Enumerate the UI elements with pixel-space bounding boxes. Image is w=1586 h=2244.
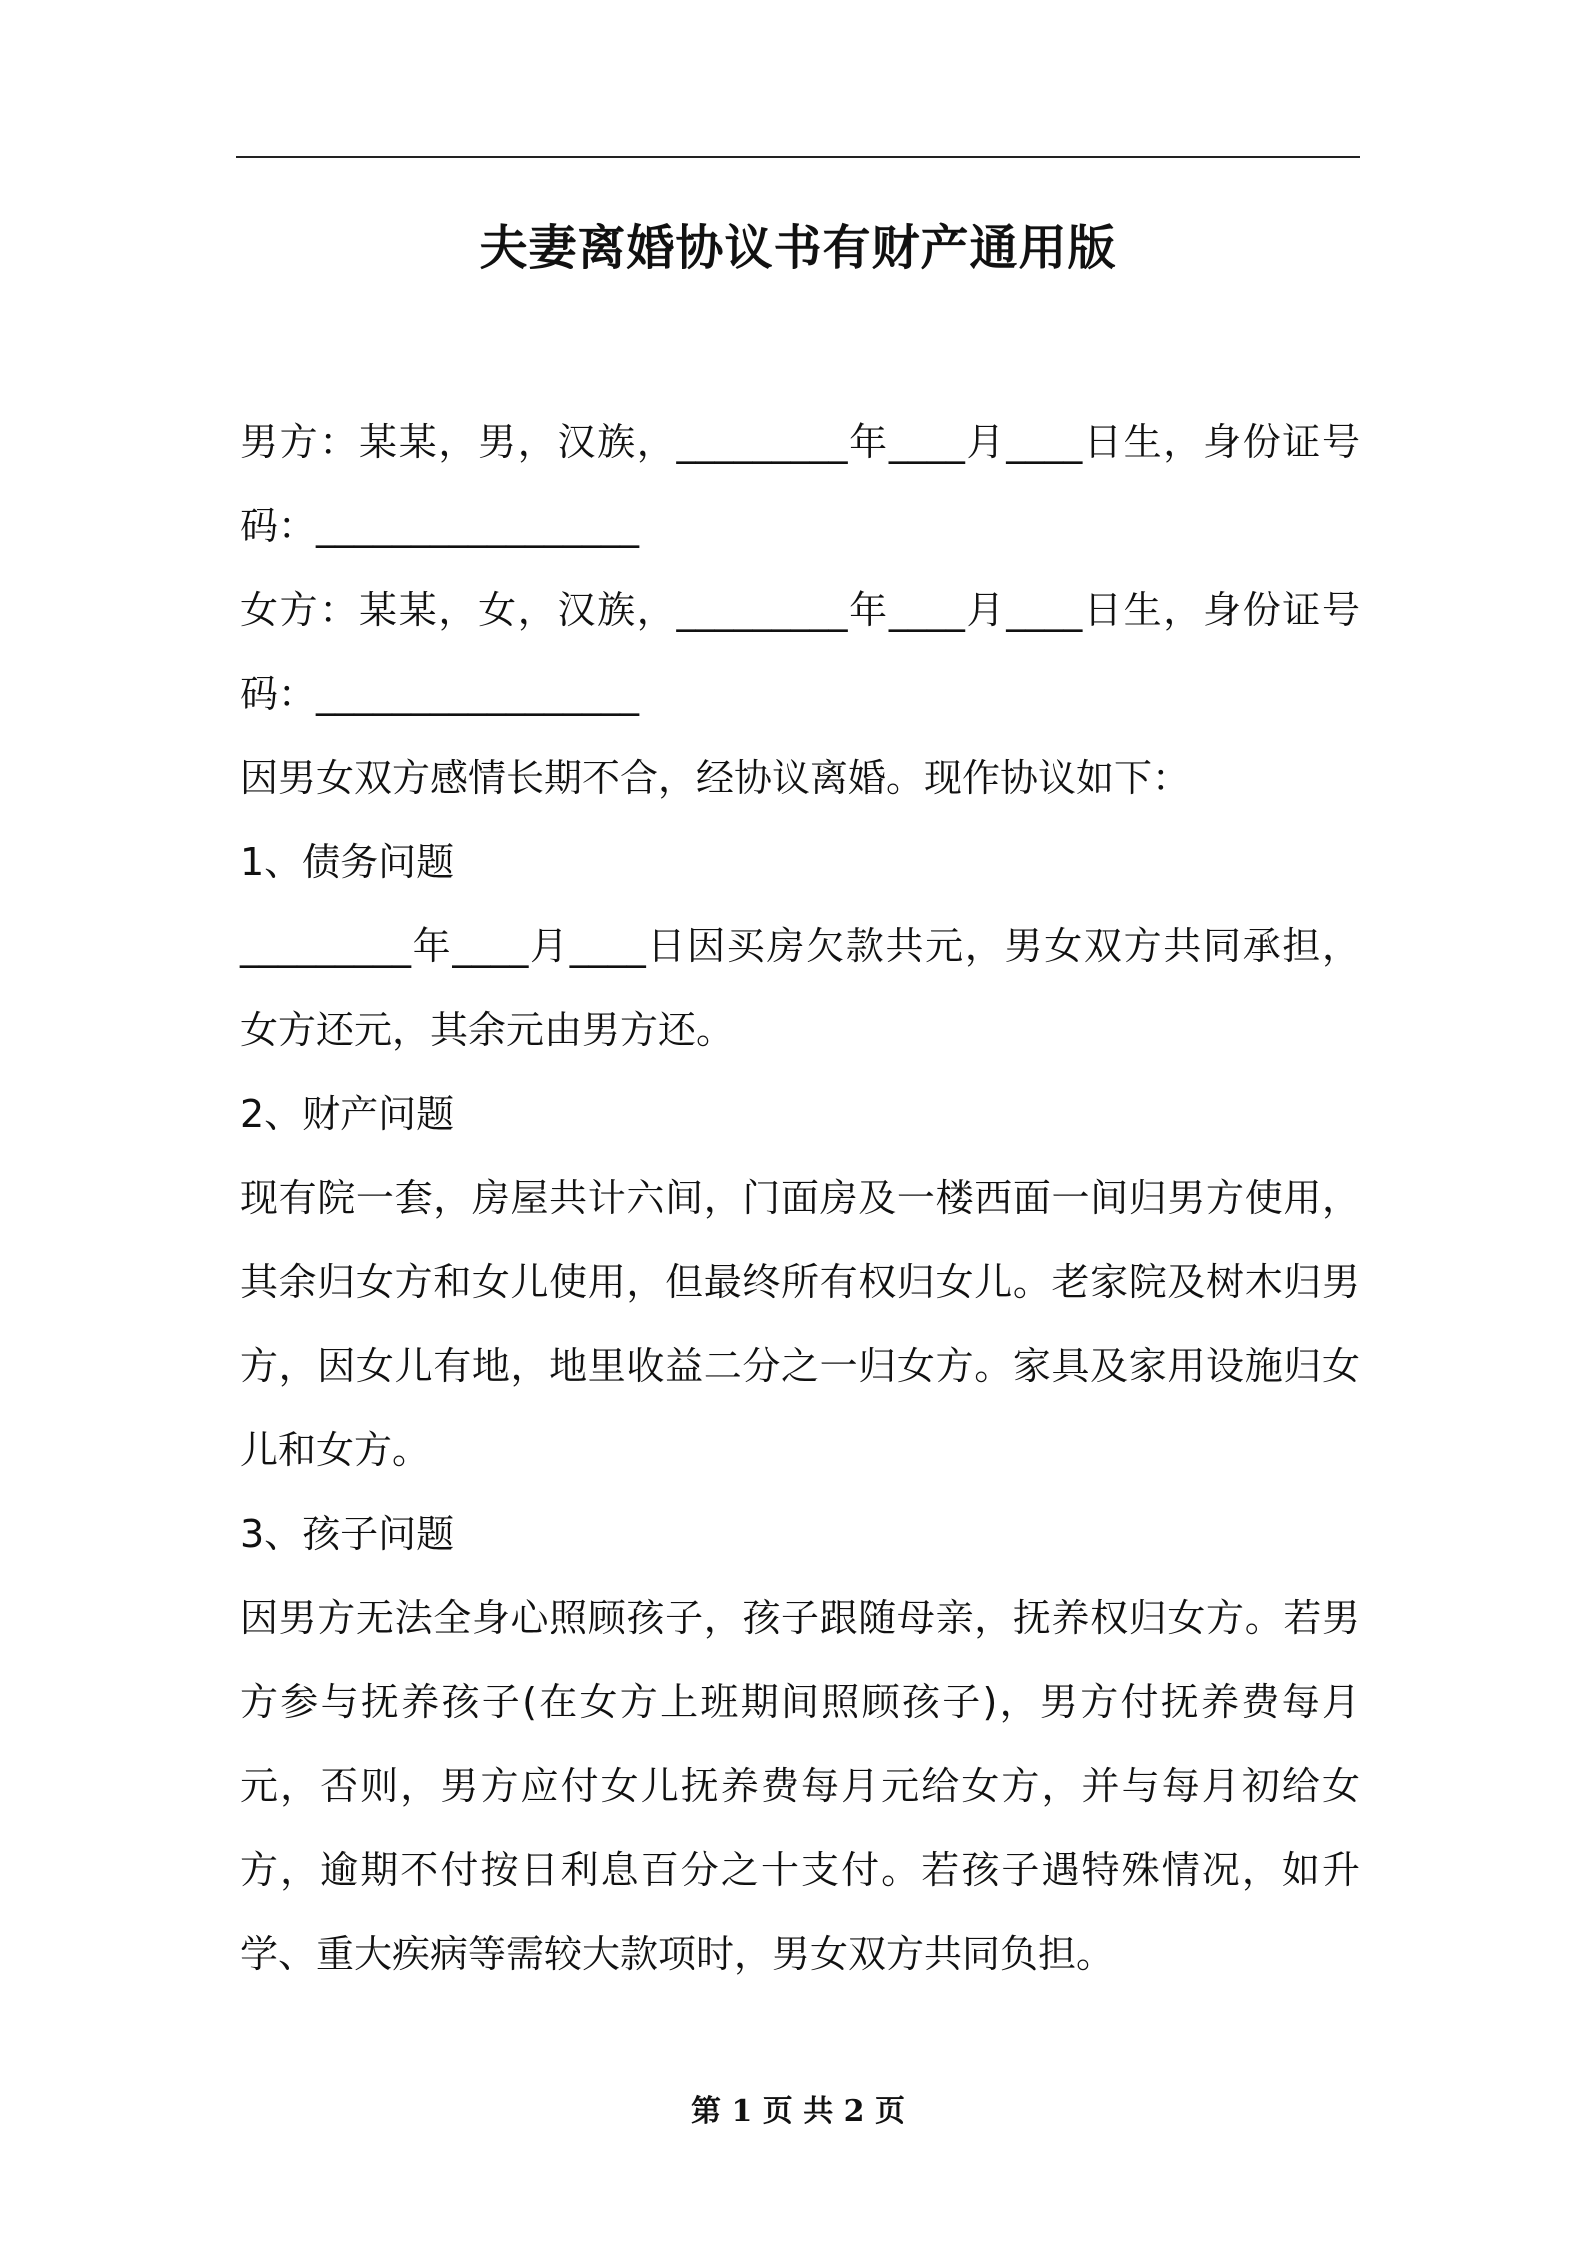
document-body [240,400,1360,1996]
section-body-debt: _________年____月____日因买房欠款共元，男女双方共同承担，女方还元，其余元由男方还。 [240,924,1360,1052]
section-body-children: 因男方无法全身心照顾孩子，孩子跟随母亲，抚养权归女方。若男方参与抚养孩子(在女方上班期间照顾孩子)，男方付抚养费每月元，否则，男方应付女儿抚养费每月元给女方，并与每月初给女方，逾期不付按日利息百分之十支付。若孩子遇特殊情况，如升学、重大疾病等需较大款项时，男女双方共同负担。 [240,1596,1360,1976]
header-rule [236,156,1360,158]
section-body-property: 现有院一套，房屋共计六间，门面房及一楼西面一间归男方使用，其余归女方和女儿使用，但最终所有权归女儿。老家院及树木归男方，因女儿有地，地里收益二分之一归女方。家具及家用设施归女儿和女方。 [240,1176,1360,1472]
section-heading-property: 2、财产问题 [240,1092,455,1136]
agreement-intro: 因男女双方感情长期不合，经协议离婚。现作协议如下： [240,756,1191,800]
page-number-footer: 第 1 页 共 2 页 [691,2094,905,2129]
document-title: 夫妻离婚协议书有财产通用版 [479,220,1117,276]
section-heading-debt: 1、债务问题 [240,840,455,884]
section-heading-children: 3、孩子问题 [240,1512,455,1556]
party-male: 男方：某某，男，汉族，_________年____月____日生，身份证号码：_________________ [240,420,1360,548]
party-female: 女方：某某，女，汉族，_________年____月____日生，身份证号码：_________________ [240,588,1360,716]
